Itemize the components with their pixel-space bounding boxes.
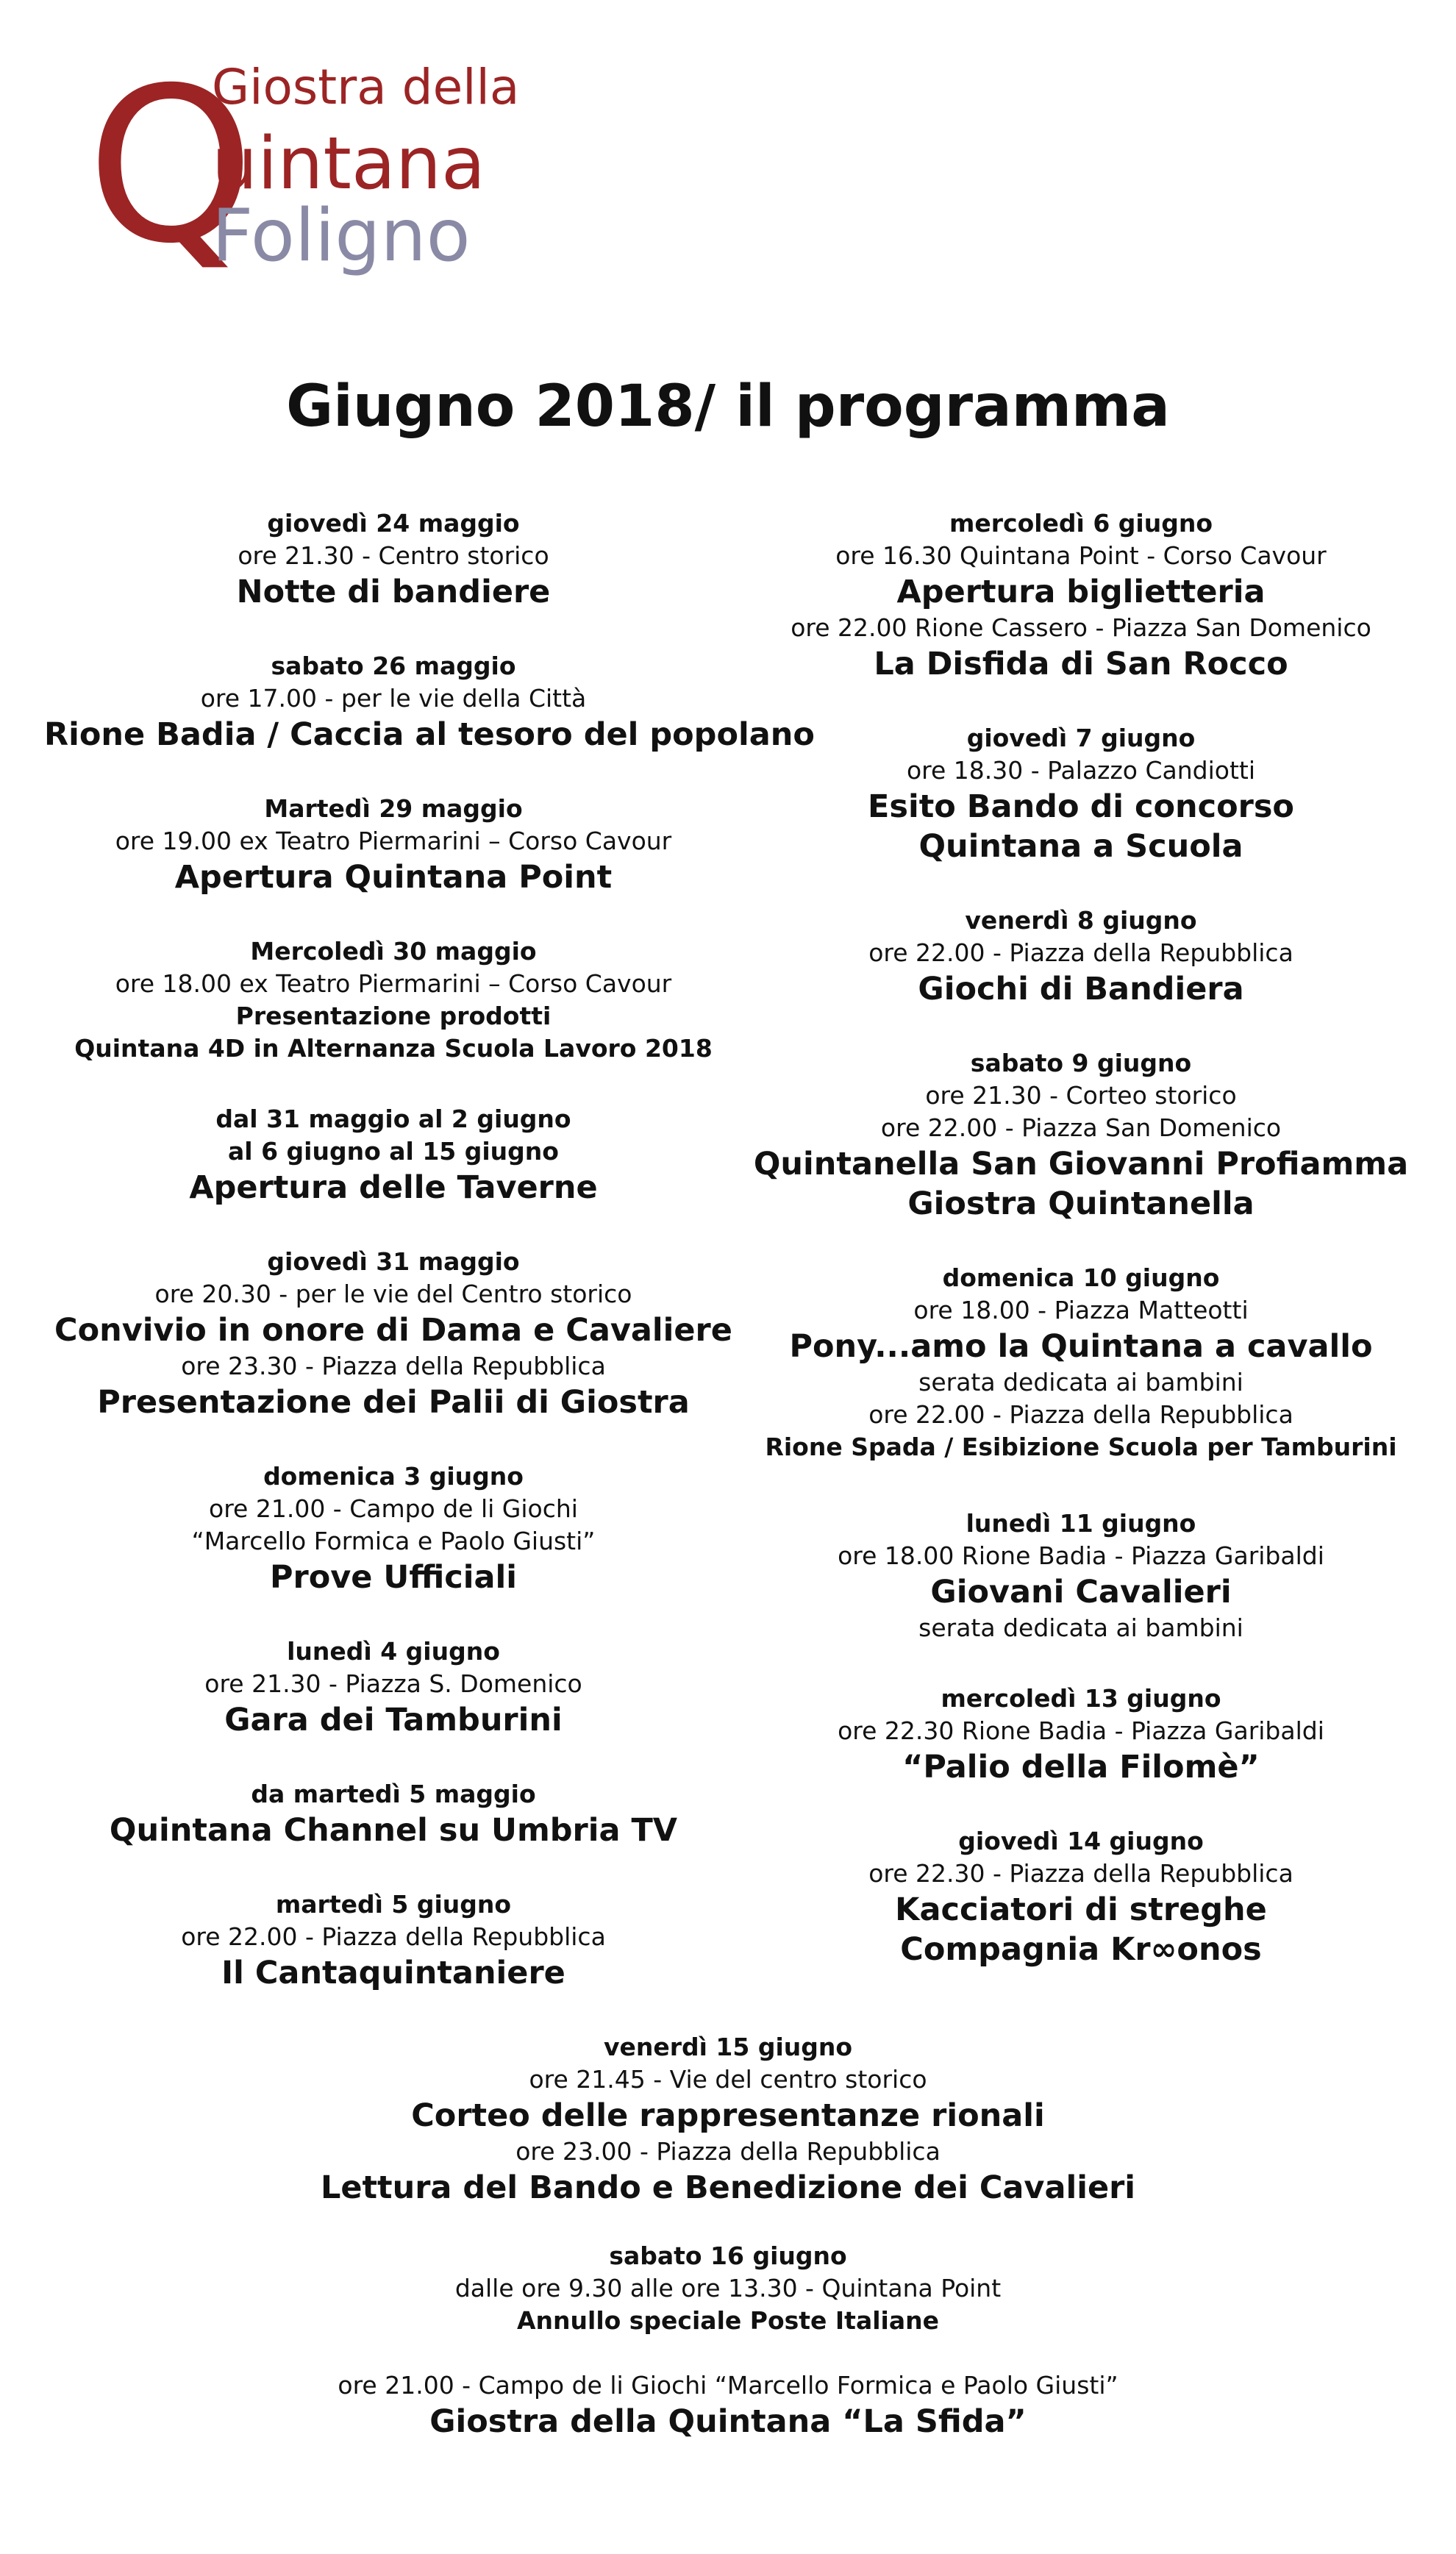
event-date: Martedì 29 maggio (264, 794, 523, 823)
event-block (44, 1460, 743, 1597)
event-date: venerdì 15 giugno (603, 2033, 853, 2061)
event-title: Prove Ufficiali (269, 1559, 518, 1596)
event-title: “Palio della Filomè” (902, 1749, 1260, 1786)
event-date: domenica 10 giugno (942, 1263, 1220, 1292)
event-title: Rione Badia / Caccia al tesoro del popolano (44, 716, 815, 753)
event-block (735, 1262, 1427, 1463)
event-title: Notte di bandiere (236, 574, 551, 610)
logo-q-letter: Q (87, 43, 255, 290)
event-block (735, 1825, 1427, 1969)
event-info: ore 22.00 Rione Cassero - Piazza San Domenico (791, 613, 1371, 642)
event-title: Esito Bando di concorso (868, 788, 1294, 825)
event-sub: Quintana 4D in Alternanza Scuola Lavoro 2018 (74, 1034, 713, 1063)
event-date: giovedì 24 maggio (267, 509, 520, 538)
event-info: ore 21.30 - Corteo storico (925, 1081, 1237, 1110)
event-block (44, 1246, 743, 1422)
event-date: domenica 3 giugno (263, 1462, 524, 1491)
event-title: Quintanella San Giovanni Profiamma (753, 1146, 1409, 1183)
event-info: ore 22.30 - Piazza della Repubblica (868, 1859, 1293, 1888)
event-sub: Rione Spada / Esibizione Scuola per Tamburini (765, 1433, 1397, 1461)
event-block (735, 722, 1427, 866)
event-info: ore 22.00 - Piazza della Repubblica (868, 938, 1293, 967)
event-title: Quintana Channel su Umbria TV (109, 1812, 678, 1849)
event-info: ore 19.00 ex Teatro Piermarini – Corso Cavour (115, 827, 672, 855)
logo-line-foligno: Foligno (212, 194, 471, 278)
event-info: ore 20.30 - per le vie del Centro storico (154, 1280, 632, 1308)
event-info: “Marcello Formica e Paolo Giusti” (191, 1527, 596, 1555)
event-info: serata dedicata ai bambini (918, 1368, 1243, 1397)
quintana-logo (87, 43, 528, 290)
event-sub: Annullo speciale Poste Italiane (516, 2306, 939, 2335)
event-title: Apertura delle Taverne (189, 1169, 598, 1206)
event-info: ore 21.30 - Piazza S. Domenico (204, 1669, 582, 1698)
event-info: ore 23.30 - Piazza della Repubblica (181, 1352, 606, 1380)
event-info: serata dedicata ai bambini (918, 1613, 1243, 1642)
event-info: ore 16.30 Quintana Point - Corso Cavour (835, 541, 1327, 570)
event-block (735, 1047, 1427, 1224)
event-date: dal 31 maggio al 2 giugno (215, 1105, 571, 1133)
event-info: ore 17.00 - per le vie della Città (200, 684, 587, 713)
event-date: sabato 9 giugno (970, 1049, 1192, 1077)
event-block (44, 1778, 743, 1850)
event-date: venerdì 8 giugno (965, 906, 1197, 935)
event-block (735, 905, 1427, 1009)
event-block (44, 1103, 743, 1208)
event-title: Kacciatori di streghe (895, 1891, 1267, 1928)
event-title: Compagnia Kr∞onos (900, 1931, 1262, 1968)
event-title: Giochi di Bandiera (918, 971, 1244, 1007)
logo-line-giostra: Giostra della (212, 59, 520, 115)
event-title: Pony...amo la Quintana a cavallo (789, 1328, 1373, 1365)
event-info: ore 18.00 Rione Badia - Piazza Garibaldi (838, 1541, 1324, 1570)
event-sub: Presentazione prodotti (235, 1002, 552, 1030)
event-title: Gara dei Tamburini (224, 1702, 563, 1738)
event-block (44, 507, 743, 612)
event-date: giovedì 31 maggio (267, 1247, 520, 1276)
event-date: lunedì 11 giugno (966, 1509, 1196, 1538)
event-date: al 6 giugno al 15 giugno (228, 1137, 559, 1166)
event-title: Quintana a Scuola (918, 828, 1243, 865)
event-info: ore 22.30 Rione Badia - Piazza Garibaldi (838, 1716, 1324, 1745)
event-date: sabato 26 maggio (271, 652, 516, 680)
event-info: ore 18.00 - Piazza Matteotti (913, 1296, 1249, 1324)
event-info: ore 23.00 - Piazza della Repubblica (515, 2137, 941, 2166)
event-info: ore 18.00 ex Teatro Piermarini – Corso Cavour (115, 969, 672, 998)
event-title: Il Cantaquintaniere (221, 1955, 565, 1991)
event-title: Apertura Quintana Point (174, 859, 613, 896)
event-date: giovedì 7 giugno (966, 724, 1196, 752)
event-block (735, 507, 1427, 684)
event-info: ore 22.00 - Piazza della Repubblica (181, 1922, 606, 1951)
event-title: Apertura biglietteria (896, 574, 1266, 610)
event-info: ore 21.45 - Vie del centro storico (529, 2065, 927, 2094)
event-title: Giostra Quintanella (907, 1185, 1255, 1222)
event-block (0, 2240, 1456, 2337)
event-info: ore 21.30 - Centro storico (238, 541, 549, 570)
page-title: Giugno 2018/ il programma (286, 374, 1170, 440)
event-date: mercoledì 13 giugno (941, 1684, 1221, 1713)
event-block (735, 1683, 1427, 1787)
event-info: dalle ore 9.30 alle ore 13.30 - Quintana Point (454, 2274, 1002, 2302)
event-date: giovedì 14 giugno (958, 1827, 1204, 1855)
program-column-bottom (0, 2031, 1456, 2441)
event-info: ore 18.30 - Palazzo Candiotti (906, 756, 1256, 785)
event-date: da martedì 5 maggio (251, 1780, 536, 1808)
event-title: Presentazione dei Palii di Giostra (97, 1384, 690, 1421)
logo-line-quintana: uintana (212, 122, 486, 206)
event-block (0, 2369, 1456, 2441)
event-info: ore 22.00 - Piazza della Repubblica (868, 1400, 1293, 1429)
event-date: sabato 16 giugno (609, 2241, 847, 2270)
event-block (735, 1508, 1427, 1644)
event-info: ore 22.00 - Piazza San Domenico (880, 1113, 1282, 1142)
event-date: martedì 5 giugno (275, 1890, 512, 1919)
program-column-right (735, 507, 1427, 1969)
event-block (44, 1636, 743, 1740)
event-block (0, 2031, 1456, 2208)
event-title: Lettura del Bando e Benedizione dei Cavalieri (320, 2169, 1136, 2206)
event-date: lunedì 4 giugno (287, 1637, 500, 1666)
program-column-left (44, 507, 815, 1993)
event-block (44, 650, 815, 755)
event-title: Giovani Cavalieri (930, 1574, 1232, 1610)
event-block (44, 1888, 743, 1993)
event-title: Convivio in onore di Dama e Cavaliere (54, 1312, 732, 1349)
event-date: mercoledì 6 giugno (949, 509, 1213, 538)
event-title: Giostra della Quintana “La Sfida” (429, 2403, 1027, 2440)
event-block (44, 793, 743, 897)
event-block (44, 935, 743, 1065)
event-info: ore 21.00 - Campo de li Giochi (209, 1494, 578, 1523)
event-date: Mercoledì 30 maggio (250, 937, 537, 966)
event-info: ore 21.00 - Campo de li Giochi “Marcello Formica e Paolo Giusti” (338, 2371, 1118, 2400)
event-title: La Disfida di San Rocco (874, 646, 1288, 682)
event-title: Corteo delle rappresentanze rionali (411, 2097, 1045, 2134)
